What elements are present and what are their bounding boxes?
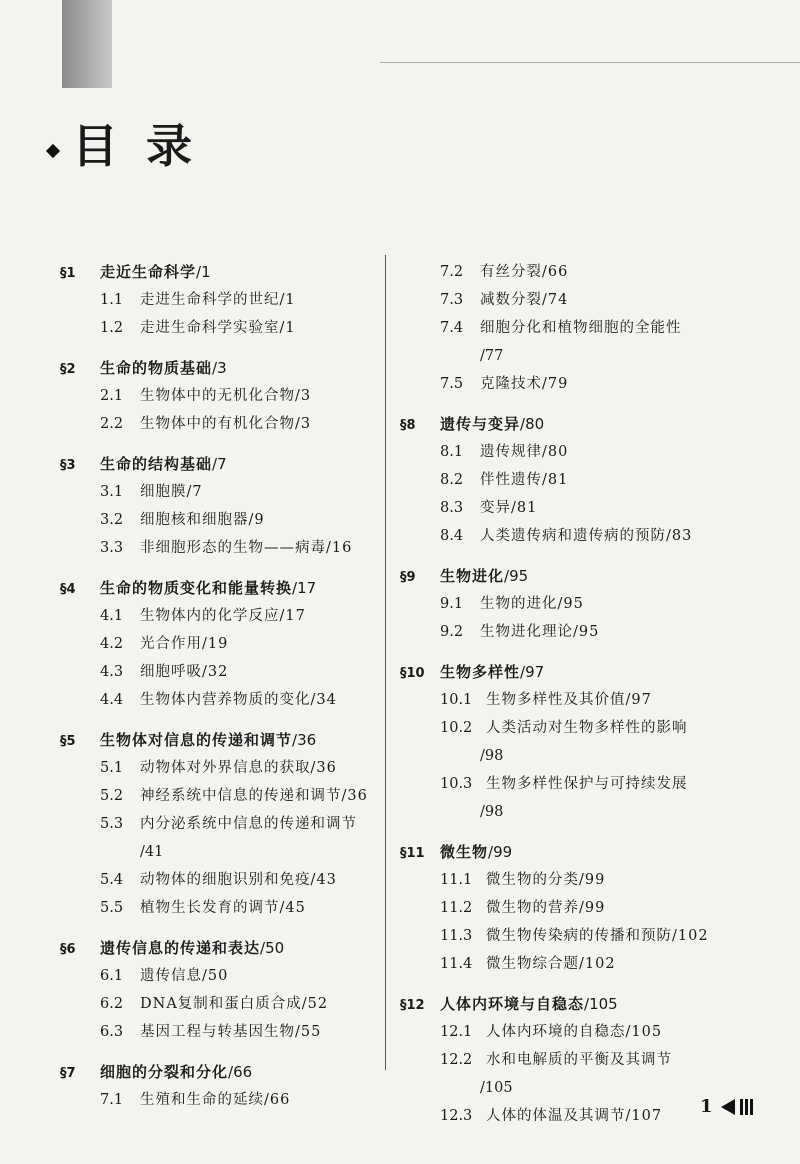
section-page: /17 (292, 579, 317, 597)
toc-section (60, 1058, 390, 1114)
toc-entry[interactable] (60, 410, 390, 438)
entry-number: 5.2 (100, 788, 124, 804)
toc-entry[interactable] (60, 314, 390, 342)
left-arrow-icon (721, 1099, 735, 1115)
toc-entry[interactable] (60, 1086, 390, 1114)
bars-icon (738, 1099, 753, 1115)
toc-section (60, 574, 390, 714)
entry-text: 微生物综合题/102 (486, 956, 616, 972)
toc-entry[interactable] (400, 950, 730, 978)
toc-entry[interactable] (60, 602, 390, 630)
section-title: 生物进化 (440, 567, 505, 585)
section-title: 遗传与变异 (440, 415, 521, 433)
entry-text: 生物多样性保护与可持续发展 (486, 776, 688, 792)
section-number: §10 (400, 666, 425, 681)
toc-section (400, 838, 730, 978)
toc-section (400, 990, 730, 1130)
toc-entry[interactable] (60, 1018, 390, 1046)
toc-entry[interactable] (400, 894, 730, 922)
entry-text: 人类遗传病和遗传病的预防/83 (480, 528, 693, 544)
toc-entry[interactable] (60, 382, 390, 410)
section-title: 细胞的分裂和分化 (100, 1063, 229, 1081)
page-footer (700, 1096, 753, 1117)
section-heading[interactable] (60, 726, 390, 754)
header-rule (380, 62, 800, 63)
section-heading[interactable] (60, 354, 390, 382)
entry-text: 生物体中的有机化合物/3 (140, 416, 312, 432)
section-page: /3 (212, 359, 227, 377)
entry-text: 遗传规律/80 (480, 444, 569, 460)
entry-text: 水和电解质的平衡及其调节 (486, 1052, 672, 1068)
entry-number: 5.4 (100, 872, 124, 888)
entry-page: /105 (480, 1080, 513, 1096)
section-number: §1 (60, 266, 76, 281)
entry-text: 有丝分裂/66 (480, 264, 569, 280)
section-page: /36 (292, 731, 317, 749)
toc-entry[interactable] (60, 754, 390, 782)
section-number: §4 (60, 582, 76, 597)
entry-page: /98 (480, 748, 504, 764)
toc-section (60, 354, 390, 438)
section-title: 生命的结构基础 (100, 455, 213, 473)
entry-page-continuation (60, 838, 390, 866)
toc-right-column (400, 258, 730, 1142)
toc-entry[interactable] (400, 494, 730, 522)
entry-number: 2.2 (100, 416, 124, 432)
entry-number: 3.3 (100, 540, 124, 556)
toc-title: 目 录 (72, 119, 199, 173)
entry-page-continuation (400, 742, 730, 770)
entry-number: 11.2 (440, 900, 473, 916)
column-divider (385, 255, 386, 1070)
section-title: 微生物 (440, 843, 489, 861)
entry-text: 生物体内营养物质的变化/34 (140, 692, 337, 708)
toc-entry[interactable] (60, 534, 390, 562)
section-heading[interactable] (60, 258, 390, 286)
entry-text: 细胞膜/7 (140, 484, 203, 500)
entry-number: 10.3 (440, 776, 473, 792)
entry-number: 7.3 (440, 292, 464, 308)
entry-text: 微生物传染病的传播和预防/102 (486, 928, 709, 944)
section-number: §8 (400, 418, 416, 433)
entry-number: 3.2 (100, 512, 124, 528)
entry-text: 克隆技术/79 (480, 376, 569, 392)
diamond-bullet-icon (46, 144, 60, 158)
toc-entry[interactable] (400, 466, 730, 494)
section-title: 生物体对信息的传递和调节 (100, 731, 293, 749)
entry-number: 7.4 (440, 320, 464, 336)
toc-entry[interactable] (400, 618, 730, 646)
entry-number: 9.1 (440, 596, 464, 612)
entry-text: 生物的进化/95 (480, 596, 584, 612)
section-number: §11 (400, 846, 425, 861)
page-number: 1 (700, 1096, 713, 1117)
entry-number: 4.1 (100, 608, 124, 624)
toc-section (400, 658, 730, 826)
section-page: /66 (228, 1063, 253, 1081)
entry-page: /98 (480, 804, 504, 820)
section-heading[interactable] (400, 410, 730, 438)
entry-number: 1.2 (100, 320, 124, 336)
section-page: /50 (260, 939, 285, 957)
section-title: 遗传信息的传递和表达 (100, 939, 261, 957)
section-title: 生物多样性 (440, 663, 521, 681)
toc-entry[interactable] (400, 370, 730, 398)
toc-entry[interactable] (60, 782, 390, 810)
toc-entry[interactable] (60, 286, 390, 314)
entry-text: 走进生命科学实验室/1 (140, 320, 296, 336)
section-heading[interactable] (60, 450, 390, 478)
toc-section (60, 726, 390, 922)
entry-number: 6.1 (100, 968, 124, 984)
entry-number: 11.3 (440, 928, 473, 944)
toc-section (60, 450, 390, 562)
toc-section (400, 258, 730, 398)
entry-number: 9.2 (440, 624, 464, 640)
entry-page-continuation (400, 1074, 730, 1102)
entry-text: 微生物的营养/99 (486, 900, 606, 916)
entry-text: 微生物的分类/99 (486, 872, 606, 888)
entry-text: 变异/81 (480, 500, 538, 516)
entry-text: 神经系统中信息的传递和调节/36 (140, 788, 368, 804)
entry-number: 4.2 (100, 636, 124, 652)
entry-page: /41 (140, 844, 164, 860)
toc-entry[interactable] (60, 990, 390, 1018)
entry-text: 减数分裂/74 (480, 292, 569, 308)
entry-text: 遗传信息/50 (140, 968, 229, 984)
toc-section (400, 410, 730, 550)
entry-number: 8.4 (440, 528, 464, 544)
entry-page-continuation (400, 342, 730, 370)
entry-number: 6.2 (100, 996, 124, 1012)
entry-text: 人体的体温及其调节/107 (486, 1108, 663, 1124)
section-page: /95 (504, 567, 529, 585)
entry-text: 细胞核和细胞器/9 (140, 512, 265, 528)
entry-number: 12.3 (440, 1108, 473, 1124)
section-page: /80 (520, 415, 545, 433)
entry-number: 7.5 (440, 376, 464, 392)
section-title: 走近生命科学 (100, 263, 197, 281)
toc-entry[interactable] (400, 1102, 730, 1130)
entry-number: 8.1 (440, 444, 464, 460)
entry-number: 5.3 (100, 816, 124, 832)
entry-number: 10.2 (440, 720, 473, 736)
entry-page-continuation (400, 798, 730, 826)
entry-number: 4.4 (100, 692, 124, 708)
section-page: /105 (584, 995, 618, 1013)
toc-entry[interactable] (60, 810, 390, 838)
entry-number: 11.4 (440, 956, 473, 972)
entry-text: 细胞呼吸/32 (140, 664, 229, 680)
section-number: §9 (400, 570, 416, 585)
entry-number: 1.1 (100, 292, 124, 308)
entry-number: 10.1 (440, 692, 473, 708)
toc-entry[interactable] (400, 866, 730, 894)
entry-number: 11.1 (440, 872, 473, 888)
entry-number: 2.1 (100, 388, 124, 404)
entry-text: 生物进化理论/95 (480, 624, 600, 640)
section-heading[interactable] (60, 574, 390, 602)
page-title (48, 110, 198, 176)
toc-entry[interactable] (60, 506, 390, 534)
toc-entry[interactable] (60, 894, 390, 922)
toc-entry[interactable] (400, 922, 730, 950)
entry-number: 4.3 (100, 664, 124, 680)
section-number: §12 (400, 998, 425, 1013)
entry-text: 伴性遗传/81 (480, 472, 569, 488)
toc-entry[interactable] (60, 658, 390, 686)
toc-entry[interactable] (60, 866, 390, 894)
section-number: §5 (60, 734, 76, 749)
toc-entry[interactable] (400, 1046, 730, 1074)
toc-entry[interactable] (400, 590, 730, 618)
entry-number: 5.5 (100, 900, 124, 916)
entry-number: 6.3 (100, 1024, 124, 1040)
toc-entry[interactable] (400, 286, 730, 314)
toc-entry[interactable] (400, 438, 730, 466)
section-number: §3 (60, 458, 76, 473)
entry-text: 走进生命科学的世纪/1 (140, 292, 296, 308)
section-heading[interactable] (60, 934, 390, 962)
section-title: 人体内环境与自稳态 (440, 995, 585, 1013)
entry-text: 植物生长发育的调节/45 (140, 900, 306, 916)
section-page: /97 (520, 663, 545, 681)
toc-section (400, 562, 730, 646)
entry-text: 动物体的细胞识别和免疫/43 (140, 872, 337, 888)
toc-entry[interactable] (400, 686, 730, 714)
toc-entry[interactable] (60, 962, 390, 990)
section-heading[interactable] (60, 1058, 390, 1086)
toc-section (60, 258, 390, 342)
entry-text: 生物体中的无机化合物/3 (140, 388, 312, 404)
entry-number: 3.1 (100, 484, 124, 500)
entry-page: /77 (480, 348, 504, 364)
entry-text: 人体内环境的自稳态/105 (486, 1024, 663, 1040)
toc-entry[interactable] (60, 630, 390, 658)
entry-number: 8.3 (440, 500, 464, 516)
entry-text: 动物体对外界信息的获取/36 (140, 760, 337, 776)
section-number: §2 (60, 362, 76, 377)
entry-number: 8.2 (440, 472, 464, 488)
toc-entry[interactable] (400, 258, 730, 286)
section-page: /7 (212, 455, 227, 473)
section-title: 生命的物质变化和能量转换 (100, 579, 293, 597)
toc-entry[interactable] (400, 1018, 730, 1046)
entry-text: 非细胞形态的生物——病毒/16 (140, 540, 353, 556)
header-gray-block (62, 0, 112, 88)
entry-text: 生殖和生命的延续/66 (140, 1092, 291, 1108)
section-page: /1 (196, 263, 211, 281)
entry-text: 基因工程与转基因生物/55 (140, 1024, 322, 1040)
entry-text: DNA复制和蛋白质合成/52 (140, 996, 329, 1012)
section-heading[interactable] (400, 990, 730, 1018)
section-heading[interactable] (400, 838, 730, 866)
entry-number: 7.1 (100, 1092, 124, 1108)
entry-number: 7.2 (440, 264, 464, 280)
entry-number: 5.1 (100, 760, 124, 776)
section-heading[interactable] (400, 562, 730, 590)
entry-text: 光合作用/19 (140, 636, 229, 652)
entry-number: 12.1 (440, 1024, 473, 1040)
toc-entry[interactable] (60, 478, 390, 506)
toc-entry[interactable] (400, 522, 730, 550)
entry-text: 生物多样性及其价值/97 (486, 692, 652, 708)
toc-left-column (60, 258, 390, 1126)
section-number: §7 (60, 1066, 76, 1081)
entry-text: 生物体内的化学反应/17 (140, 608, 306, 624)
entry-text: 内分泌系统中信息的传递和调节 (140, 816, 357, 832)
toc-entry[interactable] (400, 714, 730, 742)
entry-number: 12.2 (440, 1052, 473, 1068)
toc-section (60, 934, 390, 1046)
section-page: /99 (488, 843, 513, 861)
entry-text: 人类活动对生物多样性的影响 (486, 720, 688, 736)
section-heading[interactable] (400, 658, 730, 686)
toc-entry[interactable] (400, 314, 730, 342)
section-title: 生命的物质基础 (100, 359, 213, 377)
section-number: §6 (60, 942, 76, 957)
toc-entry[interactable] (60, 686, 390, 714)
toc-entry[interactable] (400, 770, 730, 798)
entry-text: 细胞分化和植物细胞的全能性 (480, 320, 682, 336)
